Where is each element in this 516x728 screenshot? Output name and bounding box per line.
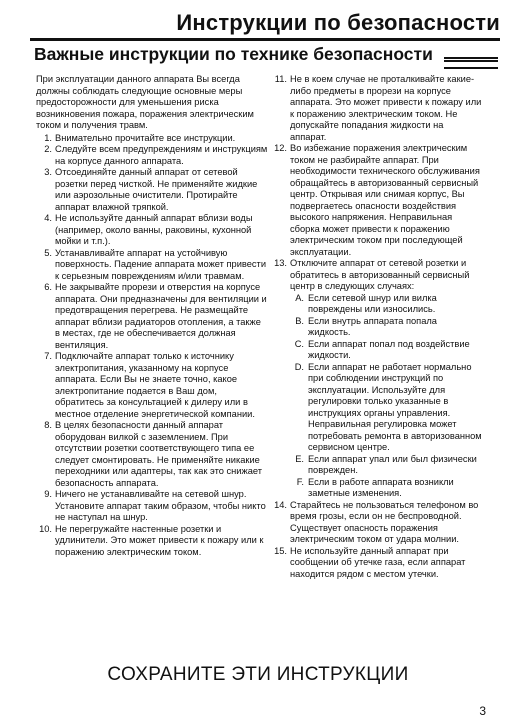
- sub-item: [290, 454, 482, 477]
- item-text: Старайтесь не пользоваться телефоном во время грозы, если он не беспроводной. Существует опасность поражения электрическим током от удара молнии.: [290, 499, 479, 544]
- sub-item-text: Если внутрь аппарата попала жидкость.: [308, 315, 437, 337]
- sub-item: [290, 477, 482, 500]
- list-item: [36, 133, 268, 145]
- item-number: 13.: [274, 258, 287, 268]
- item-number: 10.: [39, 523, 52, 534]
- item-text: Устанавливайте аппарат на устойчивую поверхность. Падение аппарата может привести к серьезным повреждениям и/или травмам.: [55, 247, 267, 281]
- item-number: 2.: [44, 144, 52, 154]
- page-title: Инструкции по безопасности: [176, 10, 500, 35]
- sub-item-letter: E.: [295, 453, 304, 464]
- list-item: [36, 524, 268, 559]
- sub-item-letter: B.: [295, 315, 304, 326]
- sub-item: [290, 339, 482, 362]
- list-item: [36, 167, 268, 213]
- list-item: [272, 500, 482, 546]
- list-item: [272, 546, 482, 581]
- item-number: 15.: [274, 545, 287, 556]
- section-title: Важные инструкции по технике безопасности: [34, 44, 433, 64]
- list-item: [36, 144, 268, 167]
- item-number: 1.: [44, 132, 52, 143]
- section-decoration: [444, 57, 498, 69]
- item-number: 6.: [44, 282, 52, 292]
- sub-item: [290, 362, 482, 454]
- item-number: 7.: [44, 351, 52, 361]
- item-text: Отключите аппарат от сетевой розетки и обратитесь в авторизованный сервисный центр в следующих случаях:: [290, 258, 470, 291]
- list-item: [36, 489, 268, 524]
- list-item: [272, 143, 482, 258]
- sub-item-letter: F.: [296, 476, 304, 487]
- item-number: 9.: [44, 489, 52, 499]
- sub-item-text: Если в работе аппарата возникли заметные изменения.: [308, 476, 454, 498]
- item-text: Не закрывайте прорези и отверстия на корпусе аппарата. Они предназначены для вентиляции и предотвращения перегрева. Не размещайте аппарат вблизи радиаторов отопления, а также в местах, где не обеспечивается должная вентиляция.: [55, 282, 267, 350]
- item-text: Ничего не устанавливайте на сетевой шнур. Установите аппарат таким образом, чтобы никто не наступал на шнур.: [55, 489, 266, 522]
- item-number: 3.: [44, 167, 52, 177]
- save-instructions-note: СОХРАНИТЕ ЭТИ ИНСТРУКЦИИ: [107, 664, 409, 685]
- intro-paragraph: При эксплуатации данного аппарата Вы всегда должны соблюдать следующие основные меры предосторожности для уменьшения риска возникновения пожара, поражения электрическим током и получения травм.: [36, 74, 254, 130]
- list-item: [36, 248, 268, 283]
- item-number: 4.: [44, 213, 52, 223]
- sub-item-letter: D.: [294, 361, 304, 372]
- left-column: [36, 74, 268, 558]
- item-text: Отсоединяйте данный аппарат от сетевой розетки перед чисткой. Не применяйте жидкие или аэрозольные очистители. Протирайте аппарат влажной тряпкой.: [55, 167, 258, 212]
- list-item: [36, 213, 268, 248]
- right-column: [272, 74, 482, 580]
- sub-item-letter: A.: [295, 292, 304, 303]
- list-item: [36, 282, 268, 351]
- sub-item-text: Если аппарат попал под воздействие жидкости.: [308, 338, 470, 360]
- item-number: 5.: [44, 247, 52, 258]
- item-text: Подключайте аппарат только к источнику электропитания, указанному на корпусе аппарата. Если Вы не знаете точно, какое электропитание подается в Ваш дом, обратитесь за консультацией к дилеру или в местное отделение энергетической компании.: [55, 351, 255, 419]
- sub-list: [290, 293, 482, 500]
- item-number: 12.: [274, 143, 287, 153]
- sub-item-text: Если сетевой шнур или вилка повреждены или износились.: [308, 292, 437, 314]
- page-number: 3: [479, 704, 486, 718]
- item-text: Не используйте данный аппарат вблизи воды (например, около ванны, раковины, кухонной мойки и т.п.).: [55, 213, 253, 246]
- item-text: Во избежание поражения электрическим током не разбирайте аппарат. При необходимости технического обслуживания обращайтесь в авторизованный сервисный центр. Открывая или снимая корпус, Вы подвергаетесь опасности воздействия высокого напряжения. Неправильная сборка может привести к поражению электрическим током при последующей эксплуатации.: [290, 143, 480, 257]
- item-text: Не перегружайте настенные розетки и удлинители. Это может привести к пожару или к поражению электрическим током.: [55, 523, 264, 557]
- list-item: [272, 74, 482, 143]
- list-item: [36, 420, 268, 489]
- sub-item-text: Если аппарат упал или был физически поврежден.: [308, 453, 477, 475]
- title-rule: [30, 38, 500, 41]
- sub-item-text: Если аппарат не работает нормально при соблюдении инструкций по эксплуатации. Используйте для регулировки только указанные в инструкциях органы управления. Неправильная регулировка может потребовать ремонта в авторизованном сервисном центре.: [308, 361, 482, 452]
- item-text: Не в коем случае не проталкивайте какие-либо предметы в прорези на корпусе аппарата. Это может привести к пожару или к поражению электрическим током. Не допускайте попадания жидкости на аппарат.: [290, 74, 482, 142]
- item-number: 8.: [44, 420, 52, 430]
- sub-item: [290, 316, 482, 339]
- item-text: Не используйте данный аппарат при сообщении об утечке газа, если аппарат находится рядом с местом утечки.: [290, 545, 466, 579]
- item-number: 14.: [274, 499, 287, 510]
- item-text: Внимательно прочитайте все инструкции.: [55, 132, 236, 143]
- list-item: [36, 351, 268, 420]
- sub-item-letter: C.: [294, 338, 304, 349]
- list-item: [272, 258, 482, 293]
- item-number: 11.: [274, 74, 287, 84]
- item-text: Следуйте всем предупреждениям и инструкциям на корпусе данного аппарата.: [55, 144, 268, 166]
- item-text: В целях безопасности данный аппарат оборудован вилкой с заземлением. При отсутствии розетки соответствующего типа ее следует смонтировать. Не применяйте никакие переходники или адаптеры, так как это снижает безопасность аппарата.: [55, 420, 262, 488]
- sub-item: [290, 293, 482, 316]
